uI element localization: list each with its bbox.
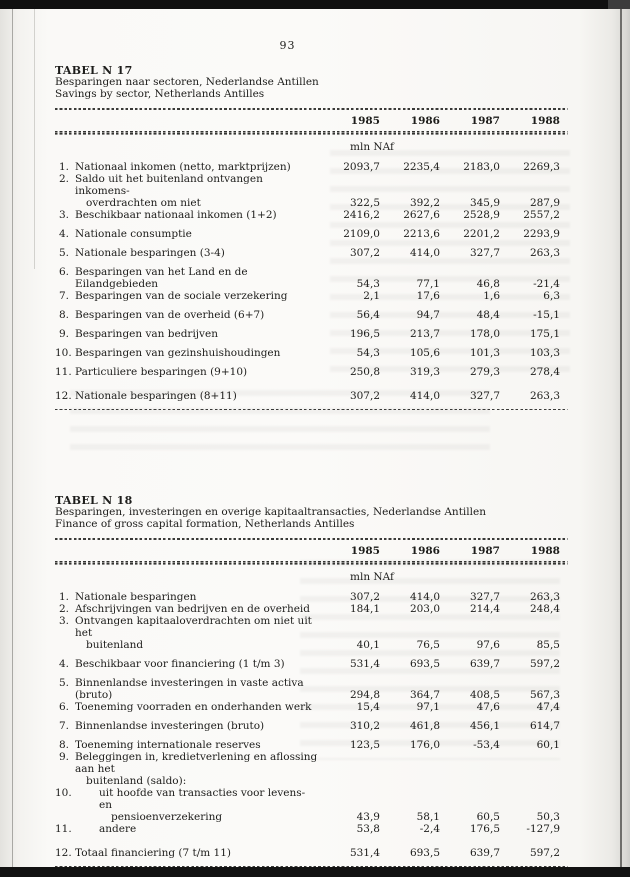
row-label-line: Besparingen van bedrijven	[75, 327, 218, 340]
row-value: 2528,9	[463, 208, 500, 221]
year-label: 1987	[470, 114, 500, 127]
row-value: 279,3	[469, 365, 500, 378]
row-value: 263,3	[529, 590, 560, 603]
row-label-line: Beschikbaar voor financiering (1 t/m 3)	[75, 657, 285, 670]
table-row	[55, 266, 560, 290]
row-value: 614,7	[529, 719, 560, 732]
row-value: 2269,3	[523, 160, 560, 173]
row-value: 2,1	[363, 289, 380, 302]
row-value: 392,2	[409, 196, 440, 209]
row-value: 2293,9	[523, 227, 560, 240]
row-value: 567,3	[529, 688, 560, 701]
row-value: 105,6	[409, 346, 440, 359]
row-label-line: Beschikbaar nationaal inkomen (1+2)	[75, 208, 277, 221]
row-value: 123,5	[349, 738, 380, 751]
row-value: 531,4	[349, 657, 380, 670]
row-label	[75, 677, 320, 701]
table-subtitle-nl: Besparingen, investeringen en overige kapitaaltransacties, Nederlandse Antillen	[55, 506, 486, 519]
row-value: 101,3	[469, 346, 500, 359]
row-value: -21,4	[533, 277, 560, 290]
row-value: 2627,6	[403, 208, 440, 221]
row-value: 17,6	[416, 289, 440, 302]
table-row	[55, 823, 560, 835]
row-label-line: Nationale consumptie	[75, 227, 192, 240]
year-label: 1986	[410, 114, 440, 127]
row-value: 54,3	[356, 277, 380, 290]
year-label: 1985	[350, 544, 380, 557]
row-value: 6,3	[543, 289, 560, 302]
row-value: 414,0	[409, 590, 440, 603]
row-value: 456,1	[469, 719, 500, 732]
row-number: 11.	[55, 365, 72, 378]
row-label	[75, 823, 320, 835]
row-value: 15,4	[356, 700, 380, 713]
row-value: 294,8	[349, 688, 380, 701]
row-value: 56,4	[356, 308, 380, 321]
row-number: 7.	[58, 289, 69, 302]
row-value: 60,5	[476, 810, 500, 823]
table-row	[55, 701, 560, 713]
row-label-line: Binnenlandse investeringen in vaste activa (bruto)	[75, 676, 304, 701]
row-label	[75, 290, 320, 302]
row-number: 5.	[58, 246, 69, 259]
row-value: 48,4	[476, 308, 500, 321]
table-row	[55, 739, 560, 751]
row-number: 6.	[58, 265, 69, 278]
row-label-line: buitenland (saldo):	[86, 774, 187, 787]
year-label: 1987	[470, 544, 500, 557]
year-label: 1985	[350, 114, 380, 127]
row-label-line: Besparingen van gezinshuishoudingen	[75, 346, 281, 359]
page-number: 93	[279, 39, 296, 52]
row-label	[75, 658, 320, 670]
row-value: 327,7	[469, 389, 500, 402]
row-number: 3.	[58, 208, 69, 221]
row-value: 408,5	[469, 688, 500, 701]
row-value: 531,4	[349, 846, 380, 859]
table-row	[55, 615, 560, 651]
row-value: 178,0	[469, 327, 500, 340]
row-label	[75, 787, 320, 823]
row-number: 11.	[55, 822, 72, 835]
row-value: 307,2	[349, 246, 380, 259]
row-label	[75, 228, 320, 240]
year-label: 1988	[530, 114, 560, 127]
row-value: 639,7	[469, 657, 500, 670]
row-number: 12.	[55, 389, 72, 402]
table-row	[55, 309, 560, 321]
table-row	[55, 591, 560, 603]
year-label: 1988	[530, 544, 560, 557]
row-value: 94,7	[416, 308, 440, 321]
row-value: 53,8	[356, 822, 380, 835]
row-number: 10.	[55, 346, 72, 359]
row-label-line: Toeneming internationale reserves	[75, 738, 261, 751]
row-value: 176,0	[409, 738, 440, 751]
row-value: 1,6	[483, 289, 500, 302]
row-number: 2.	[58, 172, 69, 185]
table-subtitle-nl: Besparingen naar sectoren, Nederlandse Antillen	[55, 76, 319, 88]
row-value: -15,1	[533, 308, 560, 321]
row-value: 76,5	[416, 638, 440, 651]
row-value: 597,2	[529, 846, 560, 859]
row-value: 364,7	[409, 688, 440, 701]
row-value: 278,4	[529, 365, 560, 378]
row-label-line: Nationale besparingen	[75, 590, 197, 603]
table-section-17	[55, 64, 560, 410]
row-label-line: uit hoofde van transacties voor levens- en	[99, 786, 306, 811]
row-label-line: overdrachten om niet	[86, 196, 201, 209]
row-label-line: Afschrijvingen van bedrijven en de overheid	[75, 602, 310, 615]
table-row	[55, 751, 560, 787]
unit-label: mln NAf	[350, 140, 394, 153]
table-row	[55, 787, 560, 823]
row-label-line: Besparingen van de sociale verzekering	[75, 289, 288, 302]
dashed-rule-double	[55, 131, 568, 135]
table-title: TABEL N 18	[55, 494, 133, 508]
row-number: 2.	[58, 602, 69, 615]
row-number: 10.	[55, 786, 72, 799]
row-value: 196,5	[349, 327, 380, 340]
table-row	[55, 209, 560, 221]
row-value: 85,5	[536, 638, 560, 651]
row-value: 2183,0	[463, 160, 500, 173]
row-label-line: andere	[99, 822, 137, 835]
row-value: 50,3	[536, 810, 560, 823]
row-value: 310,2	[349, 719, 380, 732]
row-number: 8.	[58, 308, 69, 321]
spacer	[55, 115, 320, 127]
table-row	[55, 720, 560, 732]
row-value: 46,8	[476, 277, 500, 290]
table-row	[55, 347, 560, 359]
row-label-line: Saldo uit het buitenland ontvangen inkomens-	[75, 172, 263, 197]
row-label	[75, 390, 320, 402]
row-label-line: Nationale besparingen (3-4)	[75, 246, 225, 259]
row-value: 414,0	[409, 389, 440, 402]
row-label	[75, 366, 320, 378]
row-value: 214,4	[469, 602, 500, 615]
table-section-18	[55, 494, 560, 867]
row-value: 213,7	[409, 327, 440, 340]
row-value: -2,4	[419, 822, 440, 835]
row-label-line: Besparingen van het Land en de Eilandgebieden	[75, 265, 248, 290]
row-value: 47,4	[536, 700, 560, 713]
row-value: 693,5	[409, 846, 440, 859]
row-label	[75, 751, 320, 787]
table-subtitle-en: Finance of gross capital formation, Netherlands Antilles	[55, 517, 355, 530]
row-label	[75, 701, 320, 713]
unit-label: mln NAf	[350, 570, 394, 583]
year-label: 1986	[410, 544, 440, 557]
row-value: 77,1	[416, 277, 440, 290]
row-number: 8.	[58, 738, 69, 751]
row-label-line: Totaal financiering (7 t/m 11)	[75, 846, 232, 859]
row-value: -53,4	[473, 738, 500, 751]
row-label-line: pensioenverzekering	[111, 810, 223, 823]
row-value: 175,1	[529, 327, 560, 340]
row-value: 327,7	[469, 246, 500, 259]
row-number: 3.	[58, 614, 69, 627]
row-value: 322,5	[349, 196, 380, 209]
row-value: 307,2	[349, 389, 380, 402]
table-row	[55, 290, 560, 302]
row-value: 307,2	[349, 590, 380, 603]
row-value: 2201,2	[463, 227, 500, 240]
row-value: 2093,7	[343, 160, 380, 173]
row-value: 597,2	[529, 657, 560, 670]
row-number: 6.	[58, 700, 69, 713]
row-value: 203,0	[409, 602, 440, 615]
row-label	[75, 615, 320, 651]
row-value: 345,9	[469, 196, 500, 209]
dashed-rule	[55, 409, 568, 411]
row-label-line: Nationaal inkomen (netto, marktprijzen)	[75, 160, 291, 173]
row-label	[75, 603, 320, 615]
row-number: 9.	[58, 327, 69, 340]
row-value: 2235,4	[403, 160, 440, 173]
row-value: 47,6	[476, 700, 500, 713]
table-row	[55, 390, 560, 402]
table-row	[55, 603, 560, 615]
row-label-line: Ontvangen kapitaaloverdrachten om niet uit het	[75, 614, 312, 639]
row-label	[75, 309, 320, 321]
table-rows	[55, 161, 560, 402]
row-label-line: Toeneming voorraden en onderhanden werk	[75, 700, 312, 713]
row-number: 1.	[58, 160, 69, 173]
table-subtitle-en: Savings by sector, Netherlands Antilles	[55, 87, 265, 100]
table-row	[55, 247, 560, 259]
table-row	[55, 658, 560, 670]
row-value: 2557,2	[523, 208, 560, 221]
row-number: 9.	[58, 750, 69, 763]
row-value: 54,3	[356, 346, 380, 359]
table-row	[55, 677, 560, 701]
row-value: 248,4	[529, 602, 560, 615]
row-value: 263,3	[529, 246, 560, 259]
row-value: 60,1	[536, 738, 560, 751]
row-value: 250,8	[349, 365, 380, 378]
row-value: 97,1	[416, 700, 440, 713]
row-label-line: Particuliere besparingen (9+10)	[75, 365, 248, 378]
row-label	[75, 161, 320, 173]
dashed-rule-double	[55, 561, 568, 565]
row-label-line: Nationale besparingen (8+11)	[75, 389, 237, 402]
scan-edge-bottom	[0, 867, 630, 877]
table-rows	[55, 591, 560, 859]
row-number: 12.	[55, 846, 72, 859]
row-label	[75, 328, 320, 340]
row-label	[75, 247, 320, 259]
row-label-line: Besparingen van de overheid (6+7)	[75, 308, 265, 321]
row-number: 7.	[58, 719, 69, 732]
year-header-row	[55, 540, 560, 561]
table-row	[55, 847, 560, 859]
row-number: 1.	[58, 590, 69, 603]
row-number: 4.	[58, 227, 69, 240]
table-title: TABEL N 17	[55, 64, 133, 77]
row-value: 176,5	[469, 822, 500, 835]
row-value: 2416,2	[343, 208, 380, 221]
row-value: 327,7	[469, 590, 500, 603]
row-value: 287,9	[529, 196, 560, 209]
row-label	[75, 347, 320, 359]
row-value: 103,3	[529, 346, 560, 359]
row-value: 43,9	[356, 810, 380, 823]
row-number: 4.	[58, 657, 69, 670]
row-label-line: Binnenlandse investeringen (bruto)	[75, 719, 265, 732]
row-value: 2213,6	[403, 227, 440, 240]
row-label	[75, 847, 320, 859]
row-label	[75, 739, 320, 751]
table-row	[55, 366, 560, 378]
row-value: 40,1	[356, 638, 380, 651]
row-value: -127,9	[526, 822, 560, 835]
row-label-line: Beleggingen in, kredietverlening en aflossing aan het	[75, 750, 318, 775]
table-row	[55, 173, 560, 209]
row-value: 414,0	[409, 246, 440, 259]
row-label	[75, 720, 320, 732]
row-value: 693,5	[409, 657, 440, 670]
table-row	[55, 161, 560, 173]
row-label	[75, 209, 320, 221]
row-value: 263,3	[529, 389, 560, 402]
row-label-line: buitenland	[86, 638, 144, 651]
year-header-row	[55, 110, 560, 131]
spacer	[55, 545, 320, 557]
table-row	[55, 328, 560, 340]
row-value: 58,1	[416, 810, 440, 823]
row-number: 5.	[58, 676, 69, 689]
row-value: 2109,0	[343, 227, 380, 240]
row-label	[75, 266, 320, 290]
row-label	[75, 173, 320, 209]
table-row	[55, 228, 560, 240]
row-value: 184,1	[349, 602, 380, 615]
row-value: 319,3	[409, 365, 440, 378]
row-value: 639,7	[469, 846, 500, 859]
row-label	[75, 591, 320, 603]
row-value: 461,8	[409, 719, 440, 732]
row-value: 97,6	[476, 638, 500, 651]
